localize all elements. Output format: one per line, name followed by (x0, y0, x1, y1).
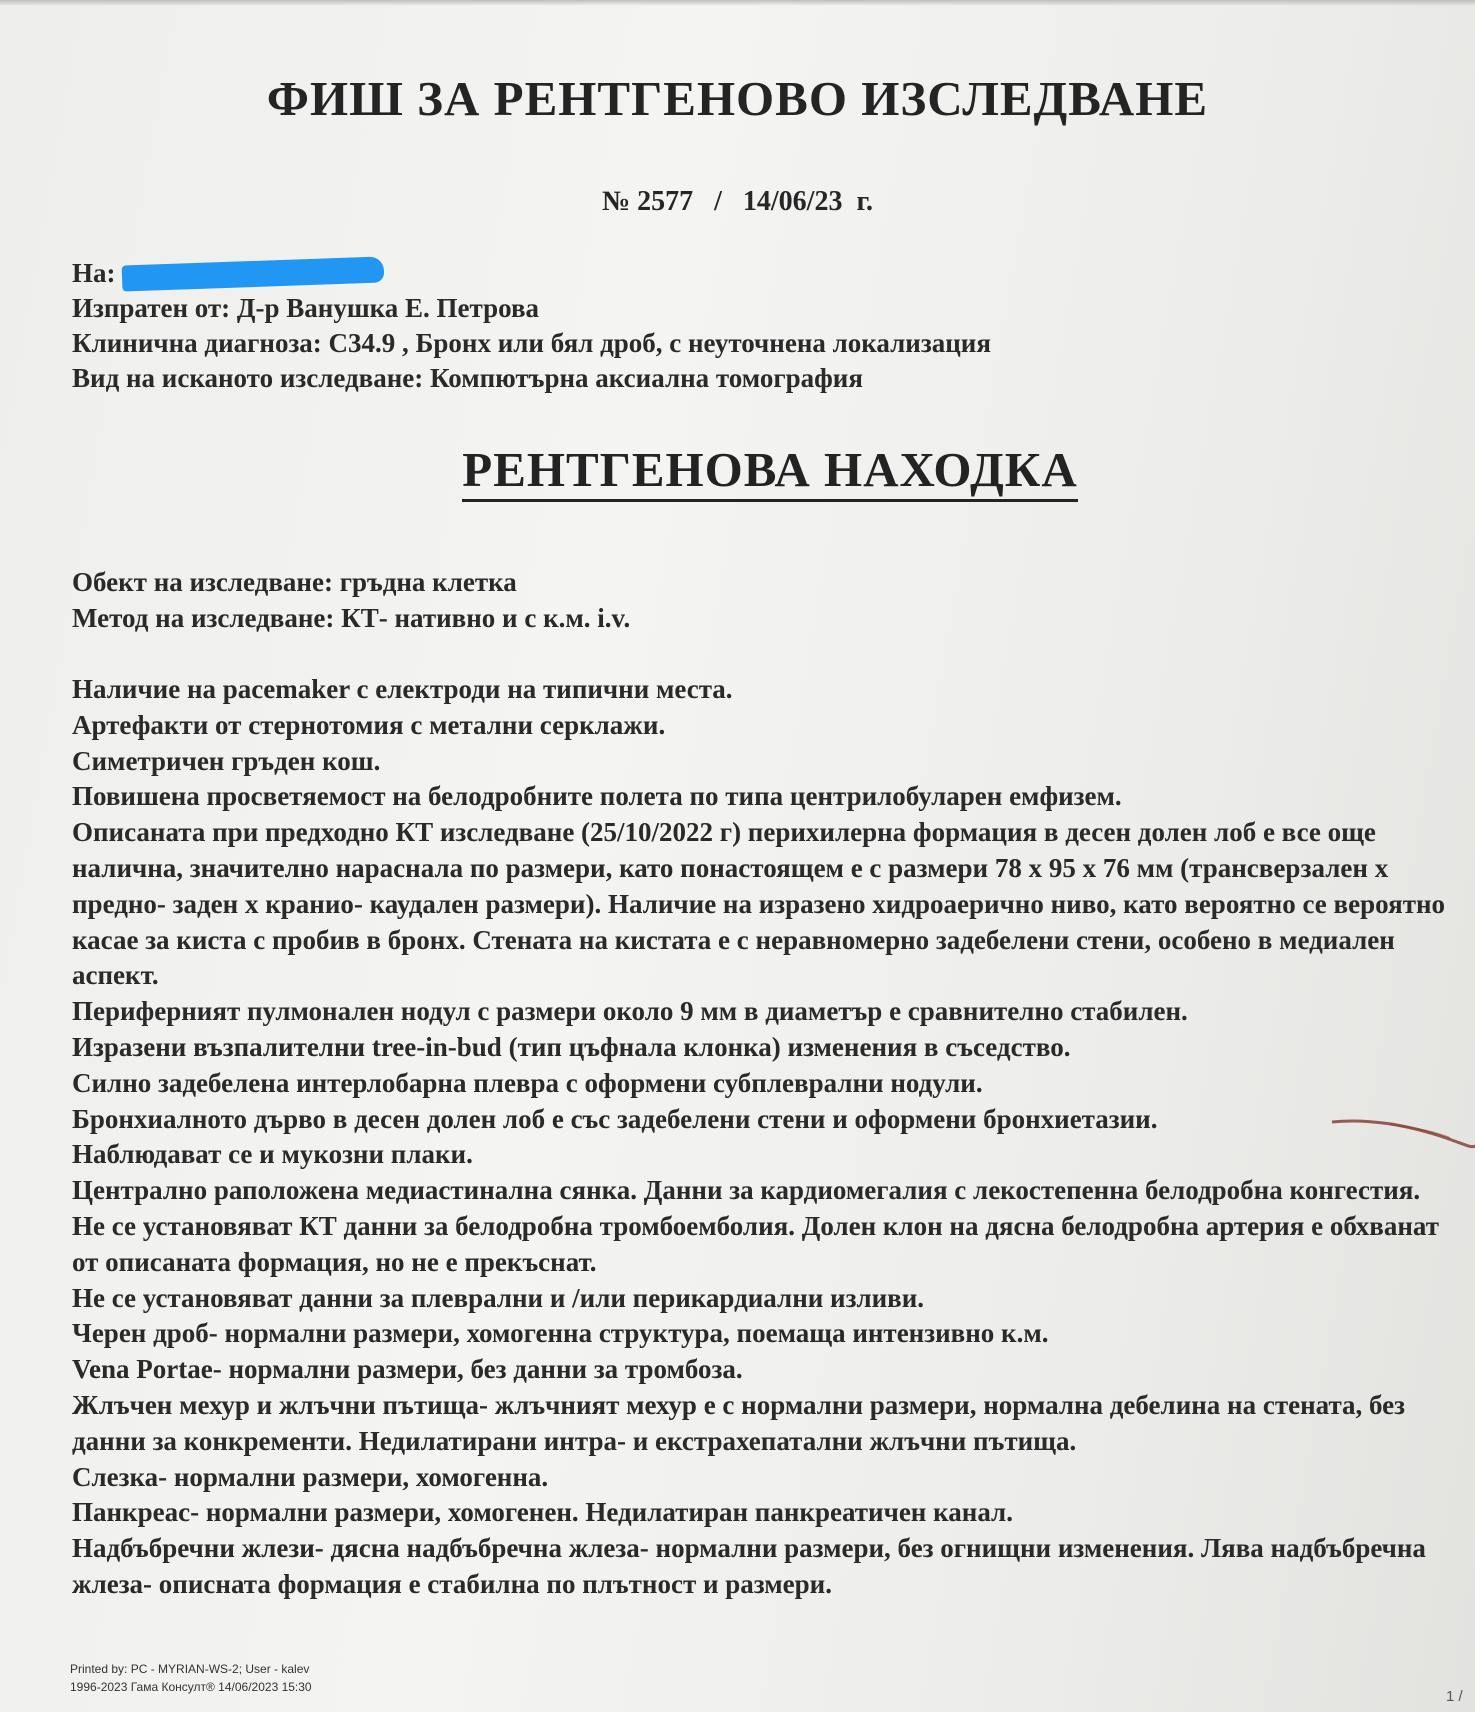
recipient-label: На: (72, 258, 116, 288)
document-title: ФИШ ЗА РЕНТГЕНОВО ИЗСЛЕДВАНЕ (266, 71, 1209, 126)
finding-paragraph: Наличие на pacemaker с електроди на типични места. (72, 674, 733, 704)
finding-paragraph: Слезка- нормални размери, хомогенна. (72, 1461, 549, 1492)
ink-stain-mark (1330, 1112, 1475, 1152)
finding-paragraph: Не се установяват данни за плеврални и /или перикардиални изливи. (72, 1282, 925, 1313)
finding-paragraph: Наблюдават се и мукозни плаки. (72, 1139, 473, 1170)
printed-by-line: Printed by: PC - MYRIAN-WS-2; User - kalev (70, 1662, 310, 1676)
finding-paragraph: Надбъбречни жлези- дясна надбъбречна жлеза- нормални размери, без огнищни изменения. Лява надбъбречна жлеза- описната формация е стабилна по плътност и размери. (72, 1533, 1426, 1599)
study-method: Метод на изследване: КТ- нативно и с к.м. i.v. (72, 603, 631, 633)
document-number-date: № 2577 / 14/06/23 г. (601, 186, 874, 217)
finding-paragraph: Изразени възпалителни tree-in-bud (тип цъфнала клонка) изменения в съседство. (72, 1031, 1071, 1062)
sent-by-row: Изпратен от: Д-р Ванушка Е. Петрова (72, 293, 540, 323)
finding-paragraph: Черен дроб- нормални размери, хомогенна структура, поемаща интензивно к.м. (72, 1318, 1049, 1349)
finding-paragraph: Описаната при предходно КТ изследване (25/10/2022 г) перихилерна формация в десен долен лоб е все още налична, значително нараснала по размери, като понастоящем е с размери 78 x 95 x 76 мм (трансверзален x предно- заден x кранио- каудален размери). Наличие на изразено хидроаерично ниво, като вероятно се вероятно касае за киста с пробив в бронх. Стената на кистата е с неравномерно задебелени стени, особено в медиален аспект. (72, 817, 1446, 991)
finding-paragraph: Периферният пулмонален нодул с размери около 9 мм в диаметър е сравнително стабилен. (72, 996, 1188, 1027)
recipient-row (72, 256, 1452, 291)
finding-paragraph: Жлъчен мехур и жлъчни пътища- жлъчният мехур е с нормални размери, нормална дебелина на стената, без данни за конкременти. Недилатирани интра- и екстрахепатални жлъчни пътища. (72, 1389, 1406, 1456)
finding-paragraph: Симетричен гръден кош. (72, 745, 381, 776)
page-number: 1 / (1446, 1688, 1463, 1705)
study-object: Обект на изследване: гръдна клетка (72, 567, 517, 597)
requested-study-row: Вид на исканото изследване: Компютърна аксиална томография (72, 363, 863, 393)
findings-heading-text: РЕНТГЕНОВА НАХОДКА (462, 442, 1077, 502)
finding-paragraph: Бронхиалното дърво в десен долен лоб е със задебелени стени и оформени бронхиетазии. (72, 1103, 1158, 1134)
finding-paragraph: Централно раположена медиастинална сянка. Данни за кардиомегалия с лекостепенна белодробна конгестия. (72, 1175, 1421, 1206)
findings-body (72, 672, 1472, 1603)
finding-paragraph: Артефакти от стернотомия с метални серклажи. (72, 709, 666, 740)
finding-paragraph: Vena Portae- нормални размери, без данни за тромбоза. (72, 1354, 743, 1385)
finding-paragraph: Не се установяват КТ данни за белодробна тромбоемболия. Долен клон на дясна белодробна артерия е обхванат от описаната формация, но не е прекъснат. (72, 1210, 1439, 1277)
finding-paragraph: Повишена просветяемост на белодробните полета по типа центрилобуларен емфизем. (72, 781, 1122, 812)
diagnosis-row: Клинична диагноза: C34.9 , Бронх или бял дроб, с неуточнена локализация (72, 328, 991, 358)
page-top-edge (0, 0, 1475, 6)
redacted-recipient-name (121, 256, 384, 291)
findings-heading (0, 441, 1475, 498)
print-footer (70, 1660, 312, 1696)
copyright-line: 1996-2023 Гама Консулт® 14/06/2023 15:30 (70, 1680, 312, 1694)
finding-paragraph: Силно задебелена интерлобарна плевра с оформени субплеврални нодули. (72, 1067, 983, 1098)
header-fields (72, 256, 1452, 396)
finding-paragraph: Панкреас- нормални размери, хомогенен. Недилатиран панкреатичен канал. (72, 1497, 1013, 1528)
study-info (72, 564, 1452, 636)
